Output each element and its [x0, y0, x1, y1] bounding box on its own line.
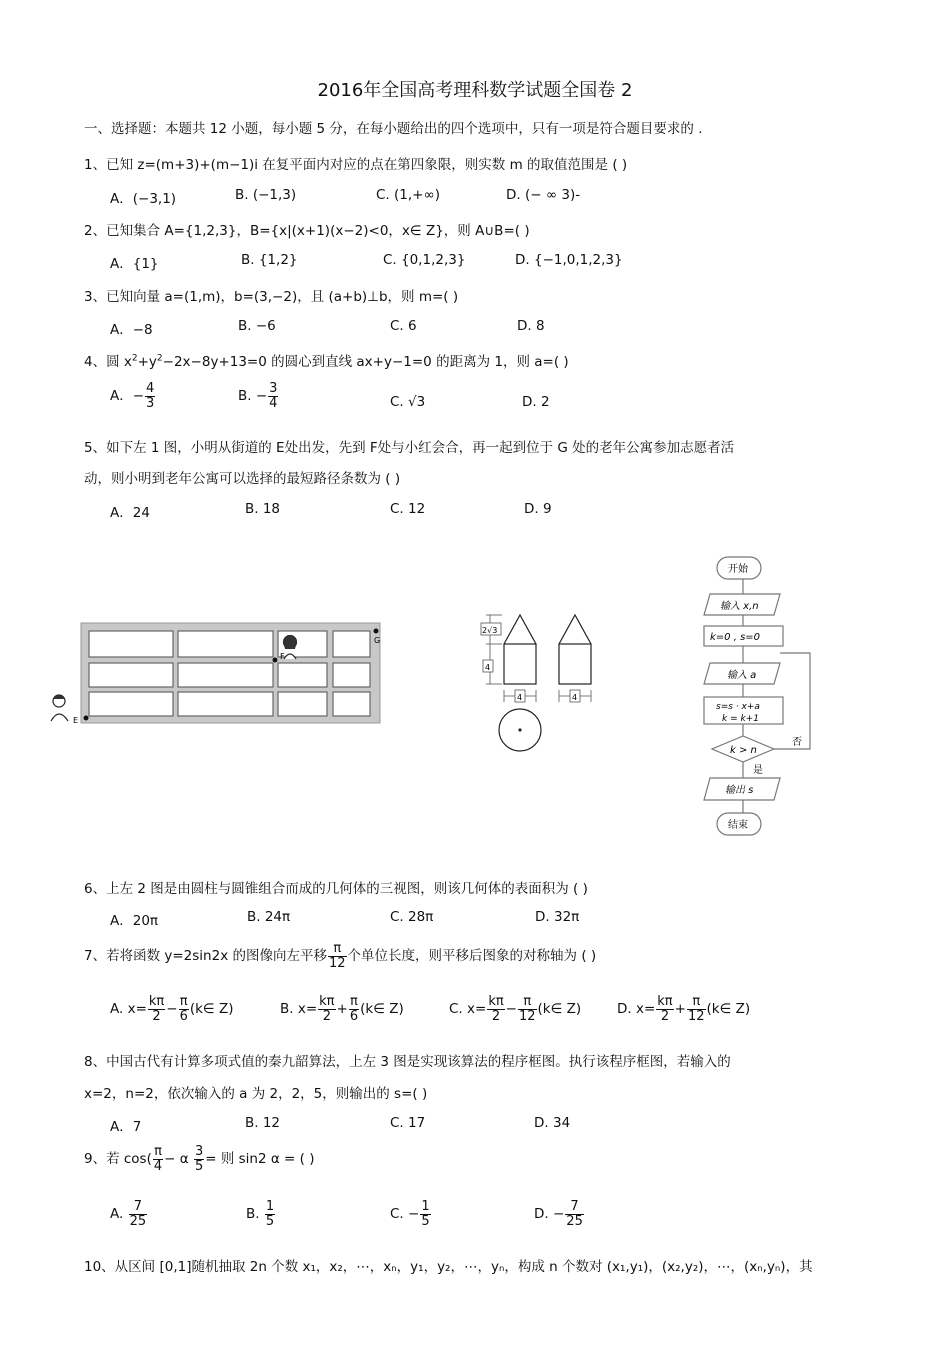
q9-option-b: B. $\frac{1}{5}$ — [246, 1199, 275, 1229]
q9-stem: 9、若 cos( $\frac{\pi}{4}$ − α $\frac{3}{5}$ = 则 sin2 α = ( ) — [84, 1144, 315, 1174]
svg-text:输入 x,n: 输入 x,n — [720, 601, 759, 612]
q3-option-d: D. 8 — [517, 318, 545, 334]
q4-option-d: D. 2 — [522, 394, 550, 410]
svg-text:F: F — [280, 652, 285, 661]
q6-option-d: D. 32π — [535, 909, 580, 925]
three-view-figure — [474, 612, 614, 757]
q7-stem: 7、若将函数 y=2sin2x 的图像向左平移 $\frac{\pi}{12}$ 个单位长度，则平移后图象的对称轴为 ( ) — [84, 941, 597, 971]
boy-figure-icon — [51, 695, 68, 721]
q5-option-b: B. 18 — [245, 501, 281, 517]
q8-option-c: C. 17 — [390, 1115, 426, 1131]
svg-text:4: 4 — [517, 693, 523, 702]
q5-stem-line1: 5、如下左 1 图，小明从街道的 E处出发，先到 F处与小红会合，再一起到位于 G 处的老年公寓参加志愿者活 — [84, 440, 735, 456]
q4-stem: 4、圆 $x^2+y^2-2x-8y+13=0$ 的圆心到直线 ax+y−1=0 的距离为 1，则 a=( ) — [84, 353, 569, 370]
svg-text:s=s · x+a: s=s · x+a — [716, 702, 760, 712]
point-e — [84, 716, 89, 721]
q1-option-d: D. (− ∞ 3)- — [506, 187, 581, 203]
svg-text:输入 a: 输入 a — [727, 670, 757, 681]
q1-option-b: B. (−1,3) — [235, 187, 297, 203]
flowchart-figure — [690, 552, 820, 842]
svg-text:k = k+1: k = k+1 — [722, 714, 759, 724]
q5-option-c: C. 12 — [390, 501, 426, 517]
point-f — [273, 658, 278, 663]
svg-text:2√3: 2√3 — [482, 626, 498, 635]
svg-text:开始: 开始 — [728, 564, 748, 575]
svg-text:k=0 , s=0: k=0 , s=0 — [710, 632, 761, 643]
q6-stem: 6、上左 2 图是由圆柱与圆锥组合而成的几何体的三视图，则该几何体的表面积为 ( ) — [84, 881, 588, 897]
q8-option-b: B. 12 — [245, 1115, 281, 1131]
svg-text:否: 否 — [792, 737, 802, 748]
q1-option-c: C. (1,+∞) — [376, 187, 440, 203]
q2-option-c: C. {0,1,2,3} — [383, 252, 466, 268]
q8-stem-line1: 8、中国古代有计算多项式值的秦九韶算法，上左 3 图是实现该算法的程序框图。执行该程序框图，若输入的 — [84, 1054, 731, 1070]
q9-option-a: A. $\frac{7}{25}$ — [110, 1199, 147, 1229]
q1-option-a: A．(−3,1) — [110, 191, 177, 207]
q8-stem-line2: x=2，n=2，依次输入的 a 为 2，2，5，则输出的 s=( ) — [84, 1086, 428, 1102]
q5-option-a: A．24 — [110, 505, 150, 521]
q7-option-d: D. x= $\frac{k\pi}{2}$ + $\frac{\pi}{12}$ (k∈ Z) — [617, 994, 751, 1024]
q1-stem: 1、已知 z=(m+3)+(m−1)i 在复平面内对应的点在第四象限，则实数 m 的取值范围是 ( ) — [84, 157, 628, 173]
svg-text:输出 s: 输出 s — [725, 785, 754, 796]
q5-option-d: D. 9 — [524, 501, 552, 517]
q4-option-a: A．− $\frac{4}{3}$ — [110, 381, 155, 411]
q2-option-b: B. {1,2} — [241, 252, 298, 268]
q6-option-b: B. 24π — [247, 909, 291, 925]
q2-stem: 2、已知集合 A={1,2,3}，B={x|(x+1)(x−2)<0，x∈ Z}，则 A∪B=( ) — [84, 223, 530, 239]
q3-stem: 3、已知向量 a=(1,m)，b=(3,−2)，且 (a+b)⊥b，则 m=( ) — [84, 289, 459, 305]
svg-text:E: E — [73, 716, 79, 725]
street-grid-figure — [44, 615, 394, 730]
q6-option-a: A．20π — [110, 913, 159, 929]
q4-option-c: C. √3 — [390, 394, 426, 410]
q2-option-d: D. {−1,0,1,2,3} — [515, 252, 623, 268]
section-header: 一、选择题：本题共 12 小题，每小题 5 分，在每小题给出的四个选项中，只有一项是符合题目要求的 . — [84, 121, 703, 137]
q4-option-b: B. − $\frac{3}{4}$ — [238, 381, 278, 411]
q3-option-b: B. −6 — [238, 318, 276, 334]
q3-option-c: C. 6 — [390, 318, 417, 334]
svg-text:k > n: k > n — [730, 745, 757, 756]
q3-option-a: A．−8 — [110, 322, 153, 338]
q7-option-a: A. x= $\frac{k\pi}{2}$ − $\frac{\pi}{6}$ (k∈ Z) — [110, 994, 234, 1024]
q10-stem: 10、从区间 [0,1]随机抽取 2n 个数 x₁，x₂，⋯，xₙ，y₁，y₂，⋯，yₙ，构成 n 个数对 (x₁,y₁)，(x₂,y₂)，⋯，(xₙ,yₙ)，其 — [84, 1259, 813, 1275]
q6-option-c: C. 28π — [390, 909, 434, 925]
svg-text:结束: 结束 — [728, 820, 748, 831]
q9-option-c: C. − $\frac{1}{5}$ — [390, 1199, 430, 1229]
svg-text:G: G — [374, 636, 381, 645]
svg-text:是: 是 — [753, 765, 763, 776]
q8-option-a: A．7 — [110, 1119, 142, 1135]
q5-stem-line2: 动，则小明到老年公寓可以选择的最短路径条数为 ( ) — [84, 471, 401, 487]
page-title: 2016年全国高考理科数学试题全国卷 2 — [317, 80, 633, 101]
q9-option-d: D. − $\frac{7}{25}$ — [534, 1199, 583, 1229]
svg-text:4: 4 — [485, 663, 491, 672]
q7-option-c: C. x= $\frac{k\pi}{2}$ − $\frac{\pi}{12}$ (k∈ Z) — [449, 994, 582, 1024]
point-g — [374, 629, 379, 634]
svg-text:4: 4 — [572, 693, 578, 702]
q7-option-b: B. x= $\frac{k\pi}{2}$ + $\frac{\pi}{6}$ (k∈ Z) — [280, 994, 404, 1024]
q2-option-a: A．{1} — [110, 256, 159, 272]
q8-option-d: D. 34 — [534, 1115, 571, 1131]
